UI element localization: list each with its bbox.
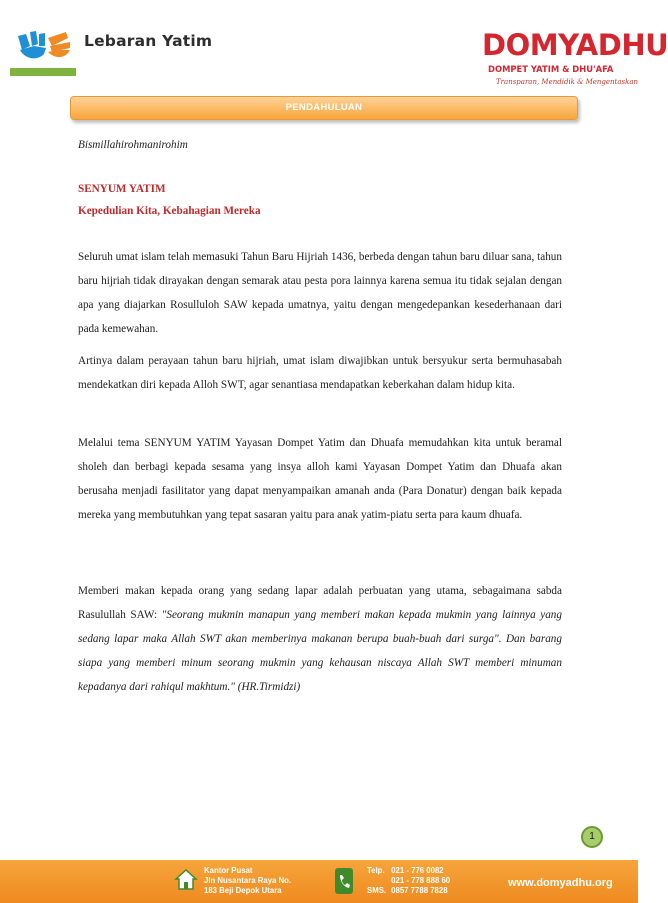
- lebaran-yatim-logo: [8, 28, 78, 78]
- office-info: [204, 866, 291, 896]
- domyadhu-logo: [474, 28, 668, 92]
- contact-info: [367, 866, 450, 896]
- domyadhu-wordmark: DOMYADHU: [482, 28, 668, 62]
- bismillah-text: Bismillahirohmanirohim: [78, 139, 188, 151]
- telp-label: Telp.: [367, 866, 385, 875]
- brand-title: Lebaran Yatim: [84, 32, 213, 50]
- section-title: PENDAHULUAN: [285, 102, 363, 113]
- paragraph-3: Melalui tema SENYUM YATIM Yayasan Dompet Yatim dan Dhuafa memudahkan kita untuk beramal sholeh dan berbagi kepada sesama yang insya alloh kami Yayasan Dompet Yatim dan Dhuafa akan berusaha menjadi fasilitator yang dapat menyampaikan amanah anda (Para Donatur) dengan baik kepada mereka yang membutuhkan yang tepat sasaran yaitu para anak yatim-piatu serta para kaum dhuafa.: [78, 437, 562, 521]
- page-footer: [0, 860, 638, 903]
- document-heading: SENYUM YATIM: [78, 183, 166, 195]
- office-address-line1: Jln Nusantara Raya No.: [204, 876, 292, 885]
- office-label: Kantor Pusat: [204, 866, 253, 875]
- domyadhu-tagline: Transparan, Mendidik & Mengentaskan: [496, 78, 639, 86]
- section-title-bar: [70, 96, 578, 120]
- telp-number-1: 021 - 776 0082: [391, 866, 444, 875]
- paragraph-4: [78, 579, 562, 699]
- page-number: 1: [581, 826, 603, 848]
- office-address-line2: 183 Beji Depok Utara: [204, 886, 282, 895]
- house-icon: [174, 867, 198, 891]
- phone-icon: [333, 866, 355, 896]
- sms-label: SMS.: [367, 886, 387, 895]
- sms-number: 0857 7788 7828: [391, 886, 448, 895]
- hadith-quote: "Seorang mukmin manapun yang memberi makan kepada mukmin yang lainnya yang sedang lapar maka Allah SWT akan memberinya makanan berupa buah-buah dari surga". Dan barang siapa yang memberi minum seorang mukmin yang kehausan niscaya Allah SWT memberi minuman kepadanya dari rahiqul makhtum." (HR.Tirmidzi): [78, 609, 562, 693]
- domyadhu-subtitle: DOMPET YATIM & DHU'AFA: [488, 64, 614, 74]
- paragraph-2: Artinya dalam perayaan tahun baru hijriah, umat islam diwajibkan untuk bersyukur serta bermuhasabah mendekatkan diri kepada Alloh SWT, agar senantiasa mendapatkan keberkahan dalam hidup kita.: [78, 355, 562, 391]
- page-header: [0, 0, 668, 100]
- paragraph-4-intro: Memberi makan kepada orang yang sedang lapar adalah perbuatan yang utama, sebagaimana sabda Rasulullah SAW:: [78, 585, 562, 621]
- document-subheading: Kepedulian Kita, Kebahagian Mereka: [78, 205, 261, 217]
- telp-number-2: 021 - 778 888 60: [391, 876, 451, 885]
- website-link[interactable]: www.domyadhu.org: [508, 877, 613, 889]
- paragraph-1: Seluruh umat islam telah memasuki Tahun Baru Hijriah 1436, berbeda dengan tahun baru diluar sana, tahun baru hijriah tidak dirayakan dengan semarak atau pesta pora lainnya karena semua itu tidak sejalan dengan apa yang diajarkan Rosulluloh SAW kepada umatnya, yaitu dengan mengedepankan kesederhanaan dari pada kemewahan.: [78, 251, 562, 335]
